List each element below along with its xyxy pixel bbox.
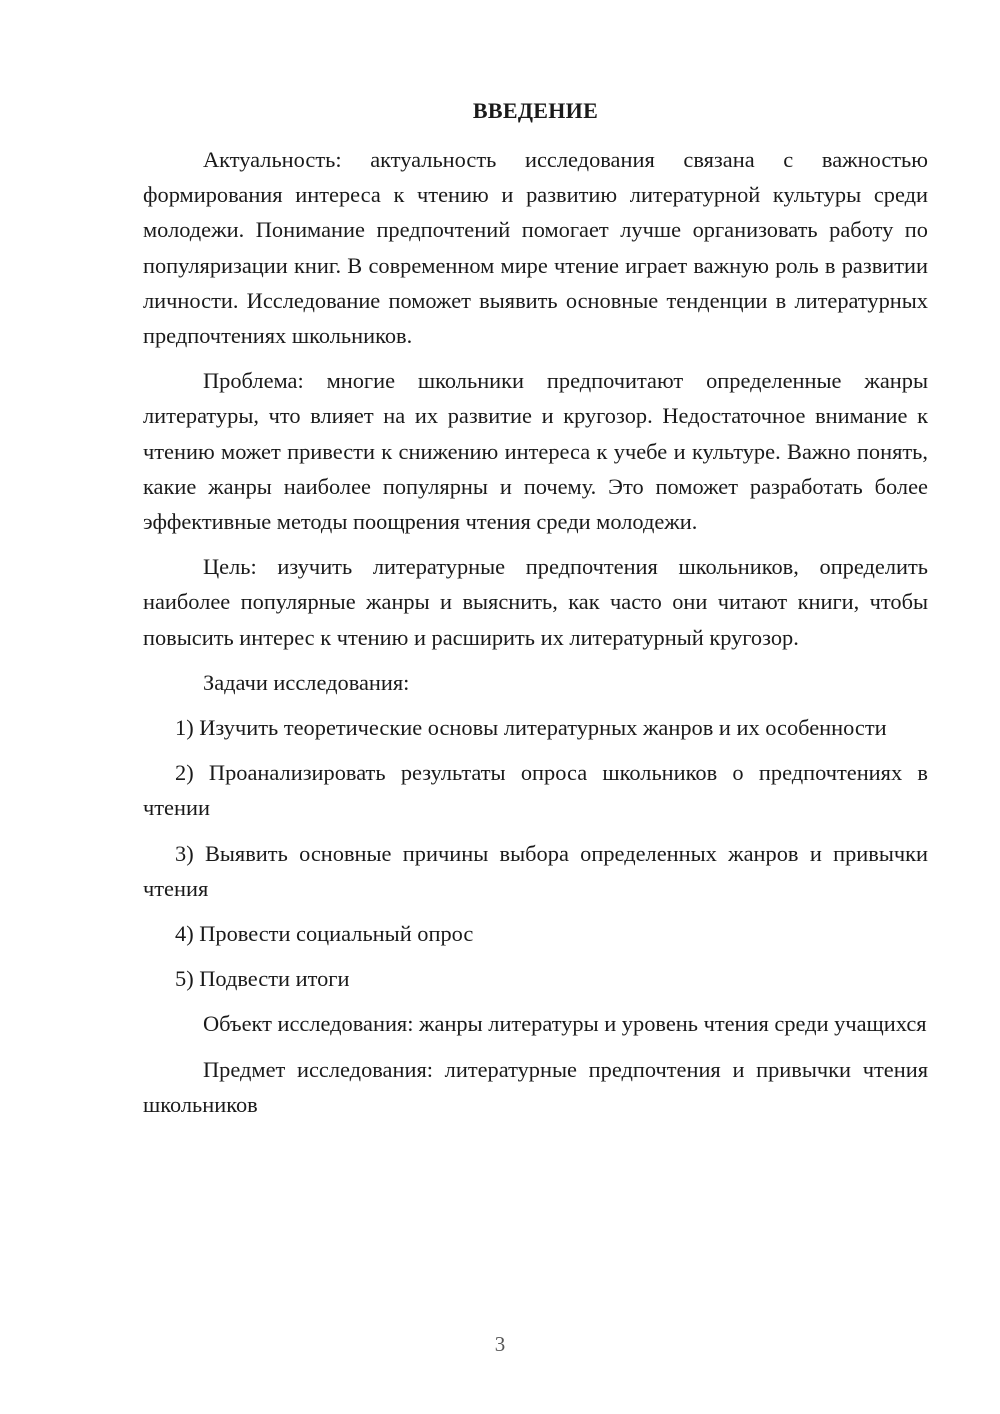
tasks-heading: Задачи исследования: xyxy=(203,669,410,695)
problem-paragraph: Проблема: многие школьники предпочитают определенные жанры литературы, что влияет на их развитие и кругозор. Недостаточное внимание к чтению может привести к снижению интереса к учебе и культуре. Важно понять, какие жанры наиболее популярны и почему. Это поможет разработать более эффективные методы поощрения чтения среди молодежи. xyxy=(143,368,928,535)
task-item: 4) Провести социальный опрос xyxy=(175,921,474,947)
object-paragraph: Объект исследования: жанры литературы и уровень чтения среди учащихся xyxy=(203,1011,927,1037)
goal-paragraph: Цель: изучить литературные предпочтения школьников, определить наиболее популярные жанры и выяснить, как часто они читают книги, чтобы повысить интерес к чтению и расширить их литературный кругозор. xyxy=(143,554,928,650)
task-item: 3) Выявить основные причины выбора определенных жанров и привычки чтения xyxy=(143,840,928,901)
subject-paragraph: Предмет исследования: литературные предпочтения и привычки чтения школьников xyxy=(143,1056,928,1117)
page-title: ВВЕДЕНИЕ xyxy=(472,98,599,123)
relevance-paragraph: Актуальность: актуальность исследования связана с важностью формирования интереса к чтению и развитию литературной культуры среди молодежи. Понимание предпочтений помогает лучше организовать работу по популяризации книг. В современном мире чтение играет важную роль в развитии личности. Исследование поможет выявить основные тенденции в литературных предпочтениях школьников. xyxy=(143,147,928,349)
page-number: 3 xyxy=(494,1332,506,1356)
document-body xyxy=(143,142,928,1122)
task-item: 1) Изучить теоретические основы литературных жанров и их особенности xyxy=(175,715,887,741)
task-item: 5) Подвести итоги xyxy=(175,966,350,992)
task-item: 2) Проанализировать результаты опроса школьников о предпочтениях в чтении xyxy=(143,760,928,821)
